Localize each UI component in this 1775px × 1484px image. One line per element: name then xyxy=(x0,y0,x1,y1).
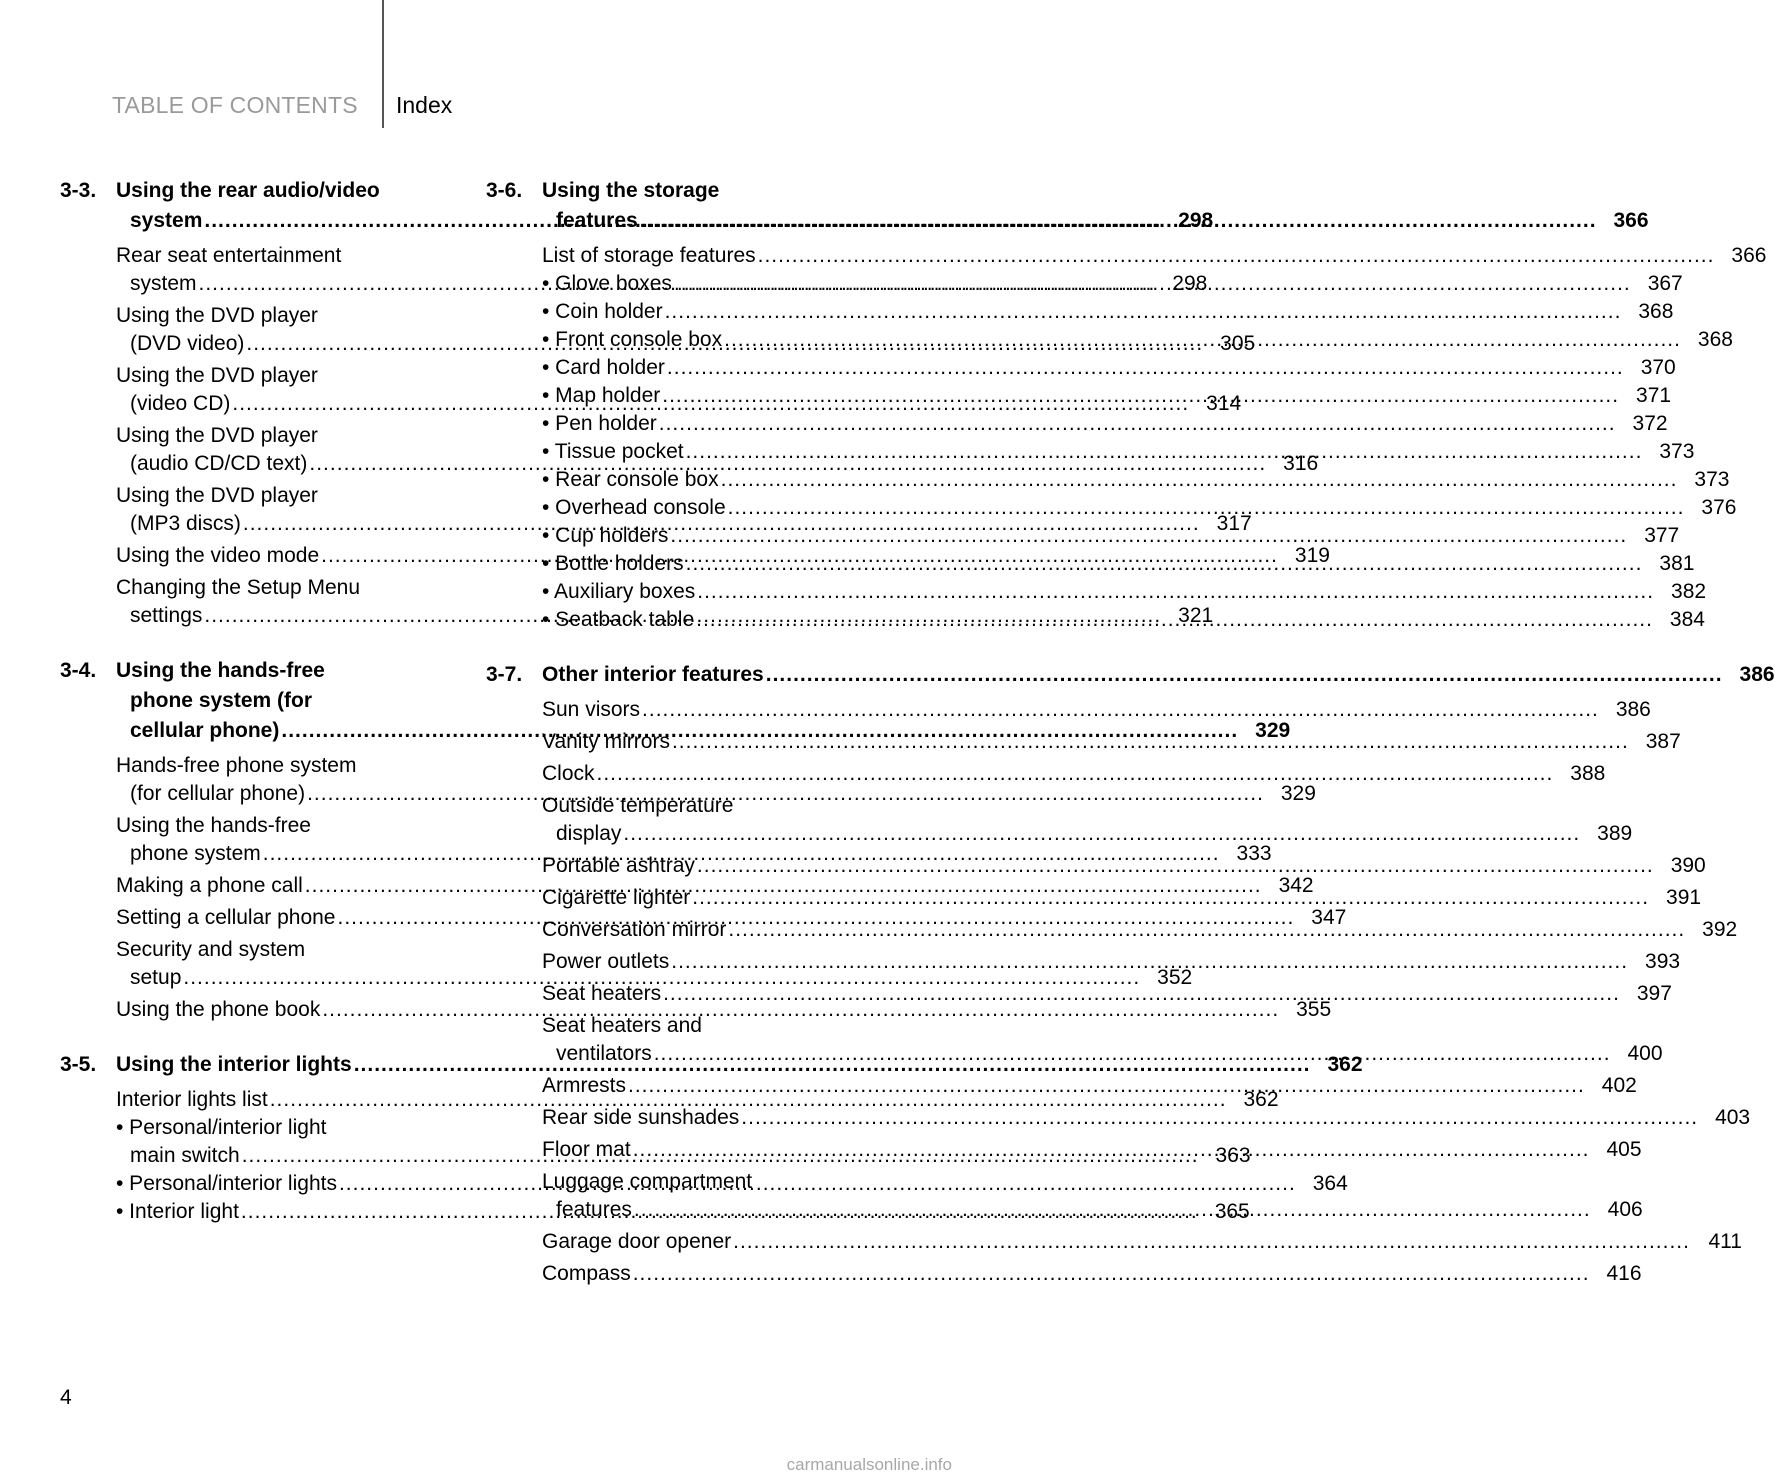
dot-leader xyxy=(634,1196,1591,1224)
entry-line xyxy=(116,752,446,780)
entry-text: Outside temperature xyxy=(542,794,734,817)
entry-text: Compass xyxy=(542,1262,631,1285)
section-title-line xyxy=(542,206,1649,236)
entry-text: • Personal/interior light xyxy=(116,1116,327,1139)
entry-text: (video CD) xyxy=(130,392,231,415)
entry-text: Power outlets xyxy=(542,950,670,973)
toc-entry[interactable] xyxy=(542,298,1674,326)
page-ref: 381 xyxy=(1659,552,1695,575)
section-page-ref: 329 xyxy=(1255,719,1291,742)
page-ref: 386 xyxy=(1615,698,1651,721)
page-ref: 376 xyxy=(1701,496,1737,519)
entry-line xyxy=(116,996,1332,1024)
entry-text: Hands-free phone system xyxy=(116,754,357,777)
watermark: carmanualsonline.info xyxy=(786,1455,952,1474)
entry-text: Rear side sunshades xyxy=(542,1106,740,1129)
dot-leader xyxy=(654,1040,1611,1068)
entry-line xyxy=(542,792,872,820)
dot-leader xyxy=(662,382,1619,410)
dot-leader xyxy=(672,728,1629,756)
page-ref: 364 xyxy=(1312,1172,1348,1195)
entry-line xyxy=(542,354,1676,382)
entry-line xyxy=(116,302,446,330)
page-ref: 392 xyxy=(1702,918,1738,941)
entry-text: • Overhead console xyxy=(542,496,726,519)
page-ref: 370 xyxy=(1640,356,1676,379)
entry-line xyxy=(116,482,446,510)
page-ref: 362 xyxy=(1243,1088,1279,1111)
nav-divider xyxy=(382,0,384,128)
dot-leader xyxy=(766,660,1723,690)
page-ref: 389 xyxy=(1597,822,1633,845)
section-number: 3-5. xyxy=(60,1053,97,1076)
dot-leader xyxy=(642,696,1599,724)
entry-text: Using the DVD player xyxy=(116,424,318,447)
dot-leader xyxy=(692,884,1649,912)
entry-text: Interior lights list xyxy=(116,1088,268,1111)
toc-entry[interactable] xyxy=(542,1228,1742,1256)
section-title-text: cellular phone) xyxy=(130,719,280,742)
section-title-text: Using the interior lights xyxy=(116,1053,352,1076)
dot-leader xyxy=(640,206,1597,236)
page-ref: 384 xyxy=(1669,608,1705,631)
entry-text: Using the DVD player xyxy=(116,364,318,387)
entry-line xyxy=(542,298,1674,326)
section-title xyxy=(542,660,1775,690)
dot-leader xyxy=(741,1104,1698,1132)
entry-text: • Front console box xyxy=(542,328,723,351)
section-title-line xyxy=(542,660,1775,690)
section-title-text: phone system (for xyxy=(130,689,313,712)
dot-leader xyxy=(733,1228,1690,1256)
section-heading[interactable] xyxy=(486,660,1775,690)
section-title-text: Using the hands-free xyxy=(116,659,325,682)
entry-line xyxy=(542,980,1672,1008)
page-ref: 416 xyxy=(1606,1262,1642,1285)
dot-leader xyxy=(659,410,1616,438)
page-ref: 352 xyxy=(1157,966,1193,989)
toc-entry[interactable] xyxy=(542,980,1672,1008)
nav-table-of-contents-link[interactable]: TABLE OF CONTENTS xyxy=(112,92,358,118)
entry-line xyxy=(542,1228,1742,1256)
dot-leader xyxy=(686,438,1643,466)
entry-text: features xyxy=(556,1198,632,1221)
entry-line xyxy=(542,1012,872,1040)
entry-text: display xyxy=(556,822,622,845)
page-ref: 333 xyxy=(1236,842,1272,865)
section-number: 3-7. xyxy=(486,663,523,686)
section-title-text: system xyxy=(130,209,203,232)
entry-text: Armrests xyxy=(542,1074,626,1097)
dot-leader xyxy=(721,466,1678,494)
entry-text: Using the phone book xyxy=(116,998,321,1021)
page-ref: 366 xyxy=(1731,244,1767,267)
entry-text: • Card holder xyxy=(542,356,665,379)
page-ref: 363 xyxy=(1215,1144,1251,1167)
dot-leader xyxy=(697,578,1654,606)
dot-leader xyxy=(686,550,1643,578)
page-ref: 372 xyxy=(1632,412,1668,435)
dot-leader xyxy=(671,948,1628,976)
page-ref: 319 xyxy=(1294,544,1330,567)
entry-text: Luggage compartment xyxy=(542,1170,753,1193)
section-page-ref: 386 xyxy=(1739,663,1775,686)
entry-line xyxy=(542,820,1633,848)
entry-text: • Seatback table xyxy=(542,608,695,631)
page-ref: 316 xyxy=(1283,452,1319,475)
dot-leader xyxy=(724,326,1681,354)
entry-line xyxy=(116,422,446,450)
entry-text: • Personal/interior lights xyxy=(116,1172,337,1195)
entry-text: • Bottle holders xyxy=(542,552,684,575)
entry-text: • Interior light xyxy=(116,1200,239,1223)
section-number: 3-4. xyxy=(60,659,97,682)
toc-entry[interactable] xyxy=(542,1260,1642,1288)
entry-text: main switch xyxy=(130,1144,240,1167)
entry-text: setup xyxy=(130,966,182,989)
page-ref: 397 xyxy=(1636,982,1672,1005)
entry-text: Cigarette lighter xyxy=(542,886,691,909)
page-ref: 355 xyxy=(1296,998,1332,1021)
dot-leader xyxy=(628,1072,1585,1100)
page-ref: 329 xyxy=(1280,782,1316,805)
page-ref: 314 xyxy=(1206,392,1242,415)
top-navigation xyxy=(0,0,960,130)
toc-entry[interactable] xyxy=(116,1086,1279,1114)
entry-text: • Tissue pocket xyxy=(542,440,684,463)
dot-leader xyxy=(667,354,1624,382)
entry-text: Conversation mirror xyxy=(542,918,727,941)
toc-entry[interactable] xyxy=(542,578,1707,606)
page-ref: 298 xyxy=(1172,272,1208,295)
section-page-ref: 298 xyxy=(1178,209,1214,232)
entry-line xyxy=(542,410,1668,438)
page-ref: 406 xyxy=(1607,1198,1643,1221)
entry-text: Using the hands-free xyxy=(116,814,311,837)
entry-text: • Auxiliary boxes xyxy=(542,580,696,603)
page-ref: 402 xyxy=(1601,1074,1637,1097)
section-title-text: features xyxy=(556,209,638,232)
section-number: 3-6. xyxy=(486,179,523,202)
page-ref: 400 xyxy=(1627,1042,1663,1065)
entry-line xyxy=(116,1086,1279,1114)
page-ref: 371 xyxy=(1636,384,1672,407)
entry-line xyxy=(542,696,1651,724)
nav-index-link[interactable]: Index xyxy=(396,92,453,118)
dot-leader xyxy=(623,820,1580,848)
section-page-ref: 366 xyxy=(1613,209,1649,232)
entry-line xyxy=(542,1260,1642,1288)
entry-text: • Glove boxes xyxy=(542,272,672,295)
toc-entry[interactable] xyxy=(542,354,1676,382)
entry-line xyxy=(542,466,1730,494)
section-title-text: Using the rear audio/video xyxy=(116,179,380,202)
toc-entry[interactable] xyxy=(542,696,1651,724)
entry-text: Portable ashtray xyxy=(542,854,695,877)
toc-entry[interactable] xyxy=(542,410,1668,438)
entry-text: Vanity mirrors xyxy=(542,730,670,753)
page-ref: 391 xyxy=(1666,886,1702,909)
page-ref: 305 xyxy=(1220,332,1256,355)
entry-line xyxy=(542,1168,872,1196)
entry-text: phone system xyxy=(130,842,261,865)
toc-entry[interactable] xyxy=(542,760,1606,788)
entry-text: settings xyxy=(130,604,203,627)
toc-entry[interactable] xyxy=(542,466,1730,494)
toc-entry[interactable] xyxy=(542,494,1737,522)
entry-text: Seat heaters xyxy=(542,982,662,1005)
section-title-text: Using the storage xyxy=(542,179,720,202)
page-ref: 373 xyxy=(1694,468,1730,491)
dot-leader xyxy=(633,1136,1590,1164)
entry-text: (audio CD/CD text) xyxy=(130,452,308,475)
dot-leader xyxy=(663,980,1620,1008)
entry-text: List of storage features xyxy=(542,244,756,267)
entry-text: Using the video mode xyxy=(116,544,320,567)
dot-leader xyxy=(728,916,1685,944)
page-ref: 390 xyxy=(1670,854,1706,877)
entry-line xyxy=(542,760,1606,788)
entry-text: • Pen holder xyxy=(542,412,657,435)
dot-leader xyxy=(697,852,1654,880)
dot-leader xyxy=(597,760,1554,788)
dot-leader xyxy=(633,1260,1590,1288)
entry-text: Making a phone call xyxy=(116,874,303,897)
page-ref: 342 xyxy=(1278,874,1314,897)
entry-text: (MP3 discs) xyxy=(130,512,241,535)
entry-text: Seat heaters and xyxy=(542,1014,702,1037)
entry-line xyxy=(116,964,1193,992)
page-number: 4 xyxy=(60,1386,72,1409)
page-ref: 368 xyxy=(1697,328,1733,351)
entry-line xyxy=(116,1114,446,1142)
entry-text: Rear seat entertainment xyxy=(116,244,342,267)
section-title-line xyxy=(542,176,1649,206)
entry-text: system xyxy=(130,272,197,295)
entry-line xyxy=(116,936,446,964)
entry-line xyxy=(542,242,1767,270)
page-ref: 387 xyxy=(1645,730,1681,753)
entry-text: Using the DVD player xyxy=(116,304,318,327)
page-ref: 317 xyxy=(1216,512,1252,535)
entry-text: Using the DVD player xyxy=(116,484,318,507)
dot-leader xyxy=(665,298,1622,326)
page-ref: 411 xyxy=(1708,1230,1742,1253)
entry-text: Clock xyxy=(542,762,595,785)
dot-leader xyxy=(670,522,1627,550)
entry-text: (for cellular phone) xyxy=(130,782,306,805)
page-ref: 367 xyxy=(1647,272,1683,295)
entry-text: (DVD video) xyxy=(130,332,245,355)
entry-line xyxy=(542,1104,1751,1132)
entry-text: ventilators xyxy=(556,1042,652,1065)
toc-entry[interactable] xyxy=(116,996,1332,1024)
page-ref: 368 xyxy=(1638,300,1674,323)
dot-leader xyxy=(696,606,1653,634)
entry-text: • Cup holders xyxy=(542,524,669,547)
page-ref: 388 xyxy=(1570,762,1606,785)
page-ref: 403 xyxy=(1715,1106,1751,1129)
section-number: 3-3. xyxy=(60,179,97,202)
toc-entry[interactable] xyxy=(542,1104,1751,1132)
toc-entry[interactable] xyxy=(542,242,1767,270)
dot-leader xyxy=(674,270,1631,298)
page-ref: 365 xyxy=(1214,1200,1250,1223)
section-title xyxy=(542,176,1649,236)
page-ref: 393 xyxy=(1645,950,1681,973)
toc-entry[interactable] xyxy=(542,948,1681,976)
entry-text: Changing the Setup Menu xyxy=(116,576,361,599)
entry-line xyxy=(116,242,446,270)
page-ref: 382 xyxy=(1671,580,1707,603)
page-ref: 373 xyxy=(1659,440,1695,463)
page-ref: 377 xyxy=(1644,524,1680,547)
entry-line xyxy=(116,574,446,602)
entry-text: • Rear console box xyxy=(542,468,719,491)
entry-text: Security and system xyxy=(116,938,306,961)
entry-line xyxy=(542,578,1707,606)
page-ref: 321 xyxy=(1178,604,1214,627)
entry-text: • Coin holder xyxy=(542,300,663,323)
entry-line xyxy=(116,812,446,840)
entry-text: Floor mat xyxy=(542,1138,631,1161)
page-ref: 405 xyxy=(1606,1138,1642,1161)
page-ref: 347 xyxy=(1311,906,1347,929)
entry-text: Setting a cellular phone xyxy=(116,906,336,929)
section-title-text: Other interior features xyxy=(542,663,764,686)
dot-leader xyxy=(758,242,1715,270)
entry-text: • Map holder xyxy=(542,384,661,407)
entry-line xyxy=(116,362,446,390)
entry-text: Sun visors xyxy=(542,698,641,721)
entry-line xyxy=(542,494,1737,522)
entry-line xyxy=(542,948,1681,976)
section-page-ref: 362 xyxy=(1327,1053,1363,1076)
dot-leader xyxy=(728,494,1685,522)
entry-text: Garage door opener xyxy=(542,1230,732,1253)
